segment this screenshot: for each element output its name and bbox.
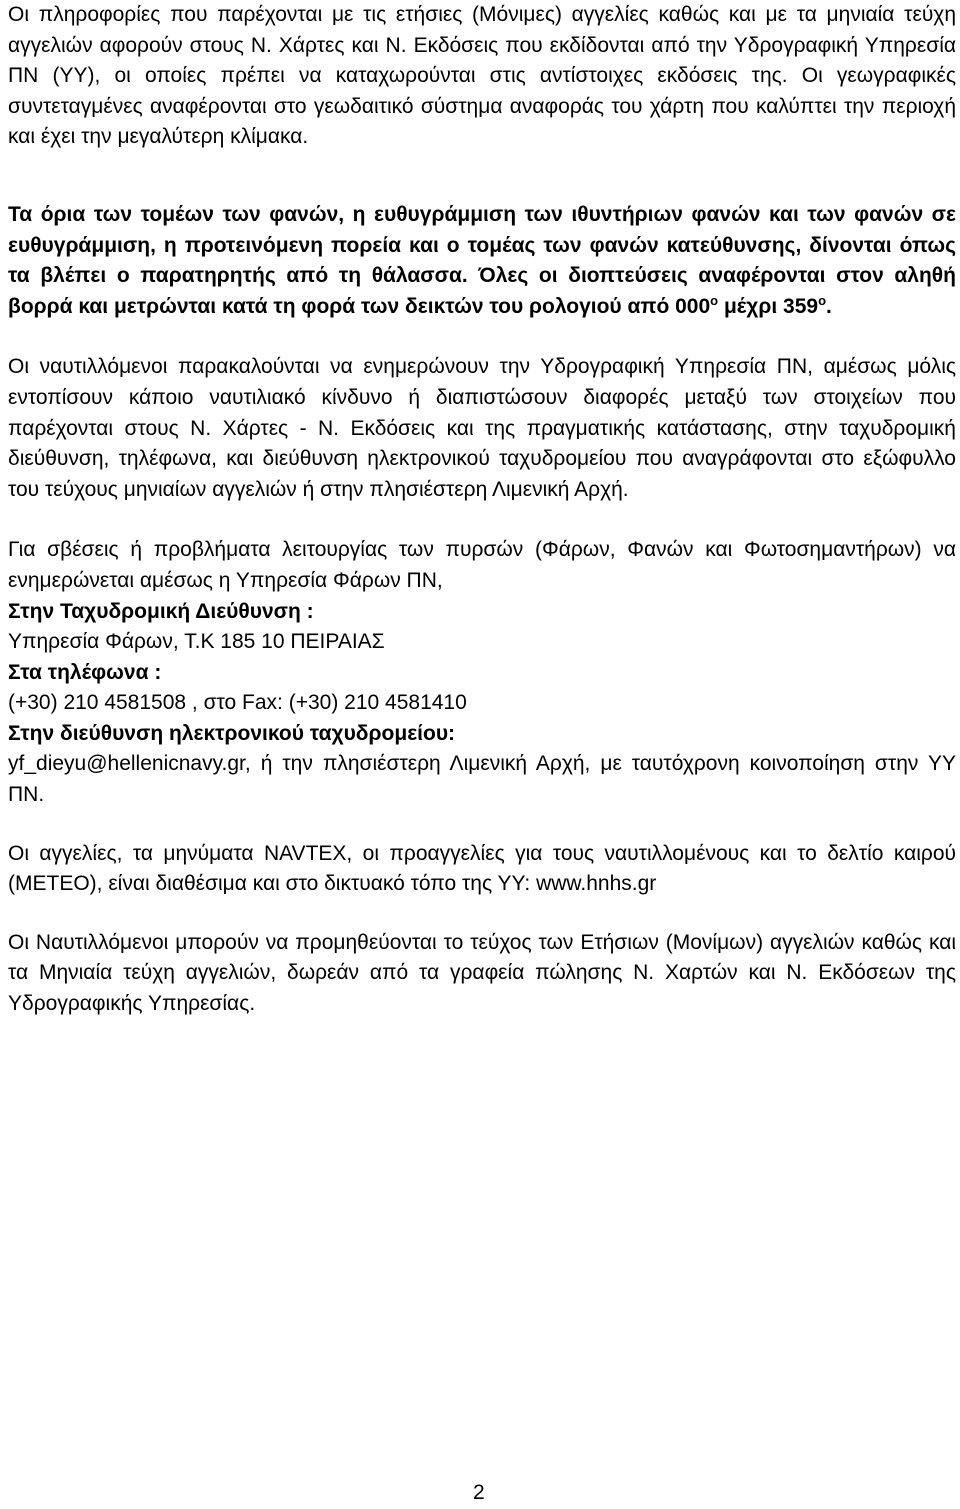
degree-mark: ο xyxy=(710,292,719,308)
phone-label: Στα τηλέφωνα : xyxy=(8,660,162,684)
availability-paragraph: Οι Ναυτιλλόμενοι μπορούν να προμηθεύονται το τεύχος των Ετήσιων (Μονίμων) αγγελιών καθώς και τα Μηνιαία τεύχη αγγελιών, δωρεάν από τα γραφεία πώλησης Ν. Χαρτών και Ν. Εκδόσεων της Υδρογραφικής Υπηρεσίας. xyxy=(8,930,956,1016)
light-sectors-range: μέχρι 359 xyxy=(718,294,819,318)
navtex-paragraph: Οι αγγελίες, τα μηνύματα NAVTEX, οι προαγγελίες για τους ναυτιλλομένους και το δελτίο καιρού (ΜΕΤΕΟ), είναι διαθέσιμα και στο δικτυακό τόπο της ΥΥ: www.hnhs.gr xyxy=(8,841,956,896)
phone-numbers: (+30) 210 4581508 , στο Fax: (+30) 210 4581410 xyxy=(8,691,467,715)
postal-label: Στην Ταχυδρομική Διεύθυνση : xyxy=(8,599,314,623)
light-sectors-text: Τα όρια των τομέων των φανών, η ευθυγράμμιση των ιθυντήριων φανών και των φανών σε ευθυγράμμιση, η προτεινόμενη πορεία και ο τομέας των φανών κατεύθυνσης, δίνονται όπως τα βλέπει ο παρατηρητής από τη θάλασσα. Όλες οι διοπτεύσεις αναφέρονται στον αληθή βορρά και μετρώνται κατά τη φορά των δεικτών του ρολογιού από 000 xyxy=(8,202,956,318)
light-sectors-paragraph xyxy=(8,200,956,322)
contact-intro: Για σβέσεις ή προβλήματα λειτουργίας των πυρσών (Φάρων, Φανών και Φωτοσημαντήρων) να ενημερώνεται αμέσως η Υπηρεσία Φάρων ΠΝ, xyxy=(8,538,956,592)
degree-mark: ο xyxy=(818,292,827,308)
intro-paragraph: Οι πληροφορίες που παρέχονται με τις ετήσιες (Μόνιμες) αγγελίες καθώς και με τα μηνιαία τεύχη αγγελιών αφορούν στους Ν. Χάρτες και Ν. Εκδόσεις που εκδίδονται από την Υδρογραφική Υπηρεσία ΠΝ (ΥΥ), οι οποίες πρέπει να καταχωρούνται στις αντίστοιχες εκδόσεις της. Οι γεωγραφικές συντεταγμένες αναφέρονται στο γεωδαιτικό σύστημα αναφοράς του χάρτη που καλύπτει την περιοχή και έχει την μεγαλύτερη κλίμακα. xyxy=(8,3,956,149)
email-label: Στην διεύθυνση ηλεκτρονικού ταχυδρομείου: xyxy=(8,721,456,745)
email-address: yf_dieyu@hellenicnavy.gr, ή την πλησιέστερη Λιμενική Αρχή, με ταυτόχρονη κοινοποίηση στην ΥΥ ΠΝ. xyxy=(8,752,956,807)
light-sectors-end: . xyxy=(826,294,832,318)
document-page xyxy=(8,0,956,1020)
page-number: 2 xyxy=(473,1481,485,1504)
postal-address: Υπηρεσία Φάρων, Τ.Κ 185 10 ΠΕΙΡΑΙΑΣ xyxy=(8,630,385,654)
mariners-paragraph: Οι ναυτιλλόμενοι παρακαλούνται να ενημερώνουν την Υδρογραφική Υπηρεσία ΠΝ, αμέσως μόλις εντοπίσουν κάποιο ναυτιλιακό κίνδυνο ή διαπιστώσουν διαφορές μεταξύ των στοιχείων που παρέχονται στους Ν. Χάρτες - Ν. Εκδόσεις και της πραγματικής κατάστασης, στην ταχυδρομική διεύθυνση, τηλέφωνα, και διεύθυνση ηλεκτρονικού ταχυδρομείου που αναγράφονται στο εξώφυλλο του τεύχους μηνιαίων αγγελιών ή στην πλησιέστερη Λιμενική Αρχή. xyxy=(8,355,956,501)
